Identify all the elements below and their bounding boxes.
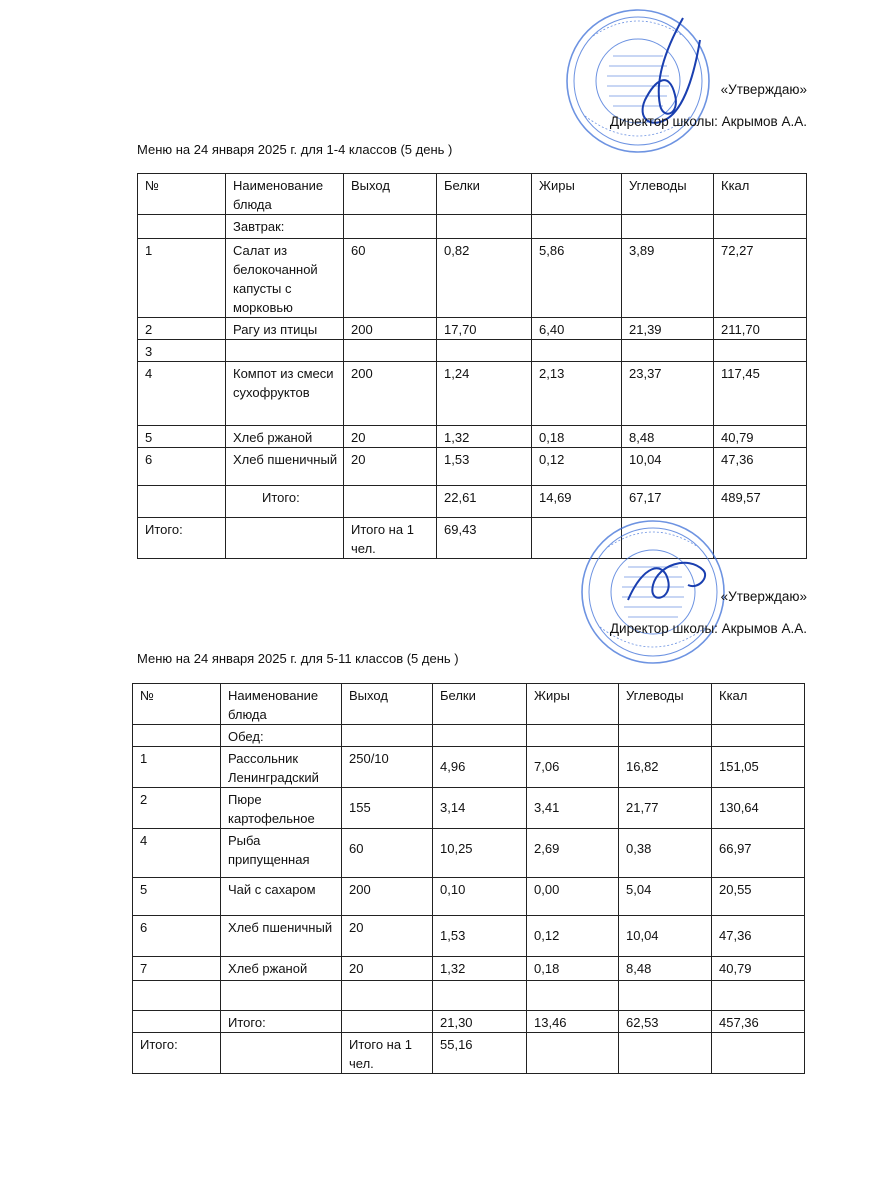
table-cell: 0,10	[433, 878, 527, 916]
header-cell: Ккал	[712, 684, 805, 725]
table-cell: 10,25	[433, 829, 527, 878]
table-row	[138, 318, 807, 340]
table-cell: 40,79	[714, 426, 807, 448]
header-cell: Ккал	[714, 174, 807, 215]
table-cell: 1	[138, 239, 226, 318]
table-cell: 117,45	[714, 362, 807, 426]
table-cell: 200	[344, 318, 437, 340]
table-cell: 6,40	[532, 318, 622, 340]
table-cell	[138, 215, 226, 239]
table-cell: 5,86	[532, 239, 622, 318]
header-cell: №	[133, 684, 221, 725]
table-cell: 200	[342, 878, 433, 916]
table-cell: 4	[138, 362, 226, 426]
table-cell: 1,53	[433, 916, 527, 957]
table-cell	[622, 215, 714, 239]
table-cell: 3	[138, 340, 226, 362]
table-cell: 5,04	[619, 878, 712, 916]
approve-label-2: «Утверждаю»	[720, 589, 807, 604]
director-line-2: Директор школы: Акрымов А.А.	[609, 621, 807, 636]
table-cell: Завтрак:	[226, 215, 344, 239]
table-cell: 13,46	[527, 1011, 619, 1033]
table-cell: 62,53	[619, 1011, 712, 1033]
table-header-row	[138, 174, 807, 215]
table-row	[138, 340, 807, 362]
table-cell: 5	[133, 878, 221, 916]
table-cell: Хлеб ржаной	[221, 957, 342, 981]
table-cell: 17,70	[437, 318, 532, 340]
menu-table-2	[132, 683, 805, 1074]
table-cell	[433, 725, 527, 747]
table-cell	[433, 981, 527, 1011]
table-cell	[712, 981, 805, 1011]
table-header-row	[133, 684, 805, 725]
table-cell: Итого на 1 чел.	[344, 518, 437, 559]
table-cell: 40,79	[712, 957, 805, 981]
director-line-1: Директор школы: Акрымов А.А.	[609, 114, 807, 129]
approve-label-1: «Утверждаю»	[720, 82, 807, 97]
table-cell	[619, 725, 712, 747]
table-row	[133, 878, 805, 916]
header-cell: Белки	[437, 174, 532, 215]
total-row	[138, 518, 807, 559]
table-row	[138, 362, 807, 426]
table-cell: 10,04	[622, 448, 714, 486]
subtotal-row	[133, 1011, 805, 1033]
table-cell	[344, 215, 437, 239]
table-cell	[622, 518, 714, 559]
table-cell	[221, 1033, 342, 1074]
table-cell: Итого:	[138, 518, 226, 559]
table-cell: 55,16	[433, 1033, 527, 1074]
table-cell: 250/10	[342, 747, 433, 788]
table-cell: 10,04	[619, 916, 712, 957]
table-cell: Итого:	[133, 1033, 221, 1074]
table-cell	[226, 340, 344, 362]
header-cell: Наименование блюда	[221, 684, 342, 725]
school-stamp-1	[563, 6, 713, 156]
table-cell	[619, 1033, 712, 1074]
table-cell: Итого на 1 чел.	[342, 1033, 433, 1074]
menu-title-1: Меню на 24 января 2025 г. для 1-4 классов (5 день )	[137, 142, 453, 157]
table-cell: Хлеб пшеничный	[226, 448, 344, 486]
table-cell: Итого:	[226, 486, 344, 518]
table-cell	[342, 981, 433, 1011]
table-cell: 16,82	[619, 747, 712, 788]
table-cell	[342, 1011, 433, 1033]
table-cell: 1	[133, 747, 221, 788]
table-cell: 0,18	[532, 426, 622, 448]
header-cell: Выход	[342, 684, 433, 725]
subtotal-row	[138, 486, 807, 518]
table-row	[138, 239, 807, 318]
table-cell: 14,69	[532, 486, 622, 518]
table-cell	[221, 981, 342, 1011]
table-cell: 69,43	[437, 518, 532, 559]
table-cell: 0,00	[527, 878, 619, 916]
table-cell: 1,32	[437, 426, 532, 448]
table-cell: Рассольник Ленинградский	[221, 747, 342, 788]
table-cell	[437, 340, 532, 362]
table-row	[133, 957, 805, 981]
table-cell: 6	[138, 448, 226, 486]
table-cell	[532, 340, 622, 362]
table-cell: 457,36	[712, 1011, 805, 1033]
table-cell: 60	[342, 829, 433, 878]
table-cell: 200	[344, 362, 437, 426]
table-cell: 20	[344, 448, 437, 486]
table-cell: 20	[342, 916, 433, 957]
table-cell	[712, 1033, 805, 1074]
table-cell	[532, 518, 622, 559]
table-cell: 20	[342, 957, 433, 981]
table-cell: Итого:	[221, 1011, 342, 1033]
table-cell: 151,05	[712, 747, 805, 788]
table-row	[138, 426, 807, 448]
table-cell: 21,39	[622, 318, 714, 340]
header-cell: Углеводы	[619, 684, 712, 725]
table-cell: 72,27	[714, 239, 807, 318]
table-cell: 7	[133, 957, 221, 981]
table-cell: 3,41	[527, 788, 619, 829]
header-cell: Наименование блюда	[226, 174, 344, 215]
table-row	[133, 747, 805, 788]
table-cell: 7,06	[527, 747, 619, 788]
table-cell: 67,17	[622, 486, 714, 518]
table-cell: 3,14	[433, 788, 527, 829]
table-cell	[342, 725, 433, 747]
table-cell: 22,61	[437, 486, 532, 518]
table-cell	[619, 981, 712, 1011]
table-cell	[437, 215, 532, 239]
table-cell: 66,97	[712, 829, 805, 878]
table-cell: 6	[133, 916, 221, 957]
table-cell: 130,64	[712, 788, 805, 829]
table-cell: 2,69	[527, 829, 619, 878]
header-cell: Выход	[344, 174, 437, 215]
table-cell	[714, 215, 807, 239]
table-cell: Хлеб пшеничный	[221, 916, 342, 957]
header-cell: Жиры	[532, 174, 622, 215]
menu-title-2: Меню на 24 января 2025 г. для 5-11 классов (5 день )	[137, 651, 459, 666]
table-cell	[138, 486, 226, 518]
table-cell	[622, 340, 714, 362]
table-cell	[344, 486, 437, 518]
table-cell	[527, 981, 619, 1011]
table-cell: Рыба припущенная	[221, 829, 342, 878]
table-cell: 4,96	[433, 747, 527, 788]
header-cell: Белки	[433, 684, 527, 725]
table-cell: Хлеб ржаной	[226, 426, 344, 448]
table-cell	[712, 725, 805, 747]
table-cell: 1,24	[437, 362, 532, 426]
table-row	[133, 829, 805, 878]
table-cell	[133, 725, 221, 747]
table-cell	[344, 340, 437, 362]
table-cell	[532, 215, 622, 239]
table-cell: 47,36	[712, 916, 805, 957]
table-cell: Чай с сахаром	[221, 878, 342, 916]
table-cell: 0,12	[532, 448, 622, 486]
table-cell	[226, 518, 344, 559]
menu-table-1	[137, 173, 807, 559]
table-cell: 3,89	[622, 239, 714, 318]
table-cell: 155	[342, 788, 433, 829]
table-cell	[714, 518, 807, 559]
total-row	[133, 1033, 805, 1074]
table-cell	[133, 1011, 221, 1033]
table-cell	[133, 981, 221, 1011]
table-row	[133, 981, 805, 1011]
table-cell: 2,13	[532, 362, 622, 426]
table-cell: 8,48	[619, 957, 712, 981]
table-cell: 211,70	[714, 318, 807, 340]
table-cell: 0,82	[437, 239, 532, 318]
table-cell: 2	[133, 788, 221, 829]
table-cell: Рагу из птицы	[226, 318, 344, 340]
table-cell: 489,57	[714, 486, 807, 518]
table-row	[133, 916, 805, 957]
table-cell: 8,48	[622, 426, 714, 448]
table-cell: Салат из белокочанной капусты с морковью	[226, 239, 344, 318]
table-cell: 0,18	[527, 957, 619, 981]
header-cell: Углеводы	[622, 174, 714, 215]
table-cell: Пюре картофельное	[221, 788, 342, 829]
table-cell: 4	[133, 829, 221, 878]
table-cell: Компот из смеси сухофруктов	[226, 362, 344, 426]
table-cell: 1,53	[437, 448, 532, 486]
table-cell: 60	[344, 239, 437, 318]
table-cell: Обед:	[221, 725, 342, 747]
table-cell: 21,77	[619, 788, 712, 829]
table-cell: 20	[344, 426, 437, 448]
table-row	[133, 725, 805, 747]
table-row	[138, 448, 807, 486]
table-cell: 1,32	[433, 957, 527, 981]
table-cell: 21,30	[433, 1011, 527, 1033]
table-cell	[527, 1033, 619, 1074]
table-cell	[714, 340, 807, 362]
table-cell: 0,38	[619, 829, 712, 878]
header-cell: №	[138, 174, 226, 215]
table-row	[138, 215, 807, 239]
table-row	[133, 788, 805, 829]
table-cell: 0,12	[527, 916, 619, 957]
table-cell: 23,37	[622, 362, 714, 426]
header-cell: Жиры	[527, 684, 619, 725]
table-cell: 47,36	[714, 448, 807, 486]
table-cell: 20,55	[712, 878, 805, 916]
table-cell: 2	[138, 318, 226, 340]
table-cell: 5	[138, 426, 226, 448]
table-cell	[527, 725, 619, 747]
